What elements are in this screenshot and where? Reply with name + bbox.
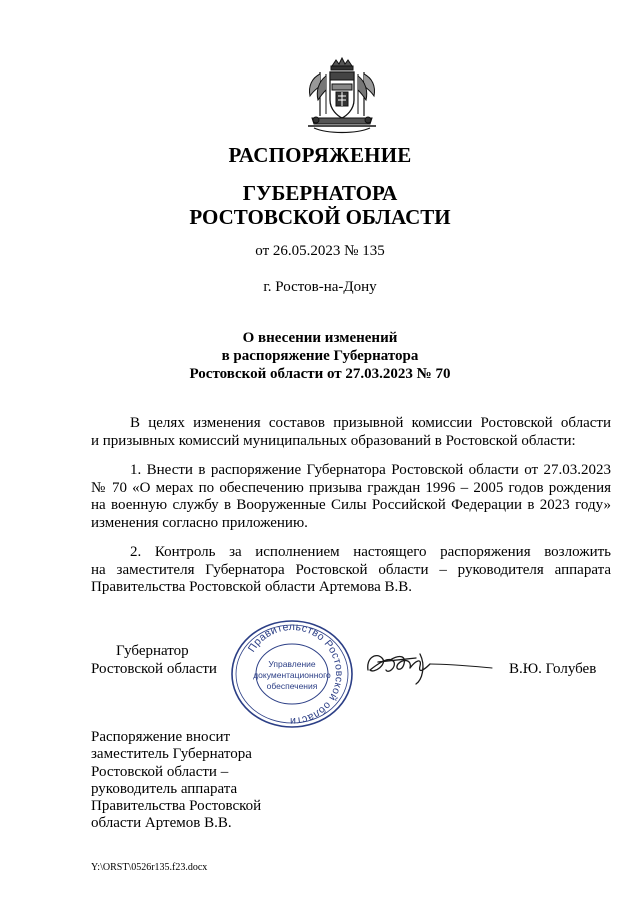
item-1-line: 1. Внести в распоряжение Губернатора Ростовской области от 27.03.2023 <box>130 462 611 478</box>
introduced-by-line: Правительства Ростовской <box>91 798 262 815</box>
introduced-by-line: руководитель аппарата <box>91 780 238 797</box>
file-path: Y:\ORST\0526r135.f23.docx <box>91 862 208 873</box>
document-title: РАСПОРЯЖЕНИЕ <box>228 143 412 167</box>
item-1-line: изменения согласно приложению. <box>91 514 308 531</box>
item-1-paragraph <box>91 462 611 532</box>
preamble-paragraph <box>91 415 611 450</box>
preamble-line: и призывных комиссий муниципальных образований в Ростовской области: <box>91 432 576 449</box>
issuer-line-2: РОСТОВСКОЙ ОБЛАСТИ <box>189 205 451 229</box>
document-city: г. Ростов-на-Дону <box>263 279 377 295</box>
seal-center-line-1: Управление <box>268 659 316 669</box>
seal-center-line-2: документационного <box>253 670 331 680</box>
subject-line-1: О внесении изменений <box>242 330 398 346</box>
introduced-by-block <box>91 729 261 833</box>
signatory-position-line-2: Ростовской области <box>91 661 217 677</box>
subject-line-2: в распоряжение Губернатора <box>221 348 419 364</box>
coat-of-arms-emblem <box>298 56 386 138</box>
preamble-line: В целях изменения составов призывной комиссии Ростовской области <box>130 415 611 431</box>
item-2-line: Правительства Ростовской области Артемова В.В. <box>91 579 412 596</box>
seal-center-line-3: обеспечения <box>266 681 318 691</box>
introduced-by-line: Ростовской области – <box>91 763 229 780</box>
item-1-line: № 70 «О мерах по обеспечению призыва граждан 1996 – 2005 годов рождения <box>91 479 611 496</box>
item-2-line: 2. Контроль за исполнением настоящего распоряжения возложить <box>130 544 611 560</box>
item-2-paragraph <box>91 544 611 597</box>
item-1-line: на военную службу в Вооруженные Силы Российской Федерации в 2023 году» <box>91 497 611 514</box>
seal-ring-text: Правительство Ростовской области <box>245 620 346 728</box>
official-seal <box>228 618 356 730</box>
signatory-position-line-1: Губернатор <box>116 643 189 659</box>
signatory-name: В.Ю. Голубев <box>509 661 597 677</box>
issuer-line-1: ГУБЕРНАТОРА <box>242 181 398 205</box>
introduced-by-line: области Артемов В.В. <box>91 815 232 832</box>
handwritten-signature <box>360 640 500 690</box>
item-2-line: на заместителя Губернатора Ростовской области – руководителя аппарата <box>91 561 611 578</box>
introduced-by-line: заместитель Губернатора <box>91 746 252 763</box>
introduced-by-line: Распоряжение вносит <box>91 729 231 745</box>
document-date-number: от 26.05.2023 № 135 <box>255 243 385 259</box>
subject-line-3: Ростовской области от 27.03.2023 № 70 <box>189 366 451 382</box>
